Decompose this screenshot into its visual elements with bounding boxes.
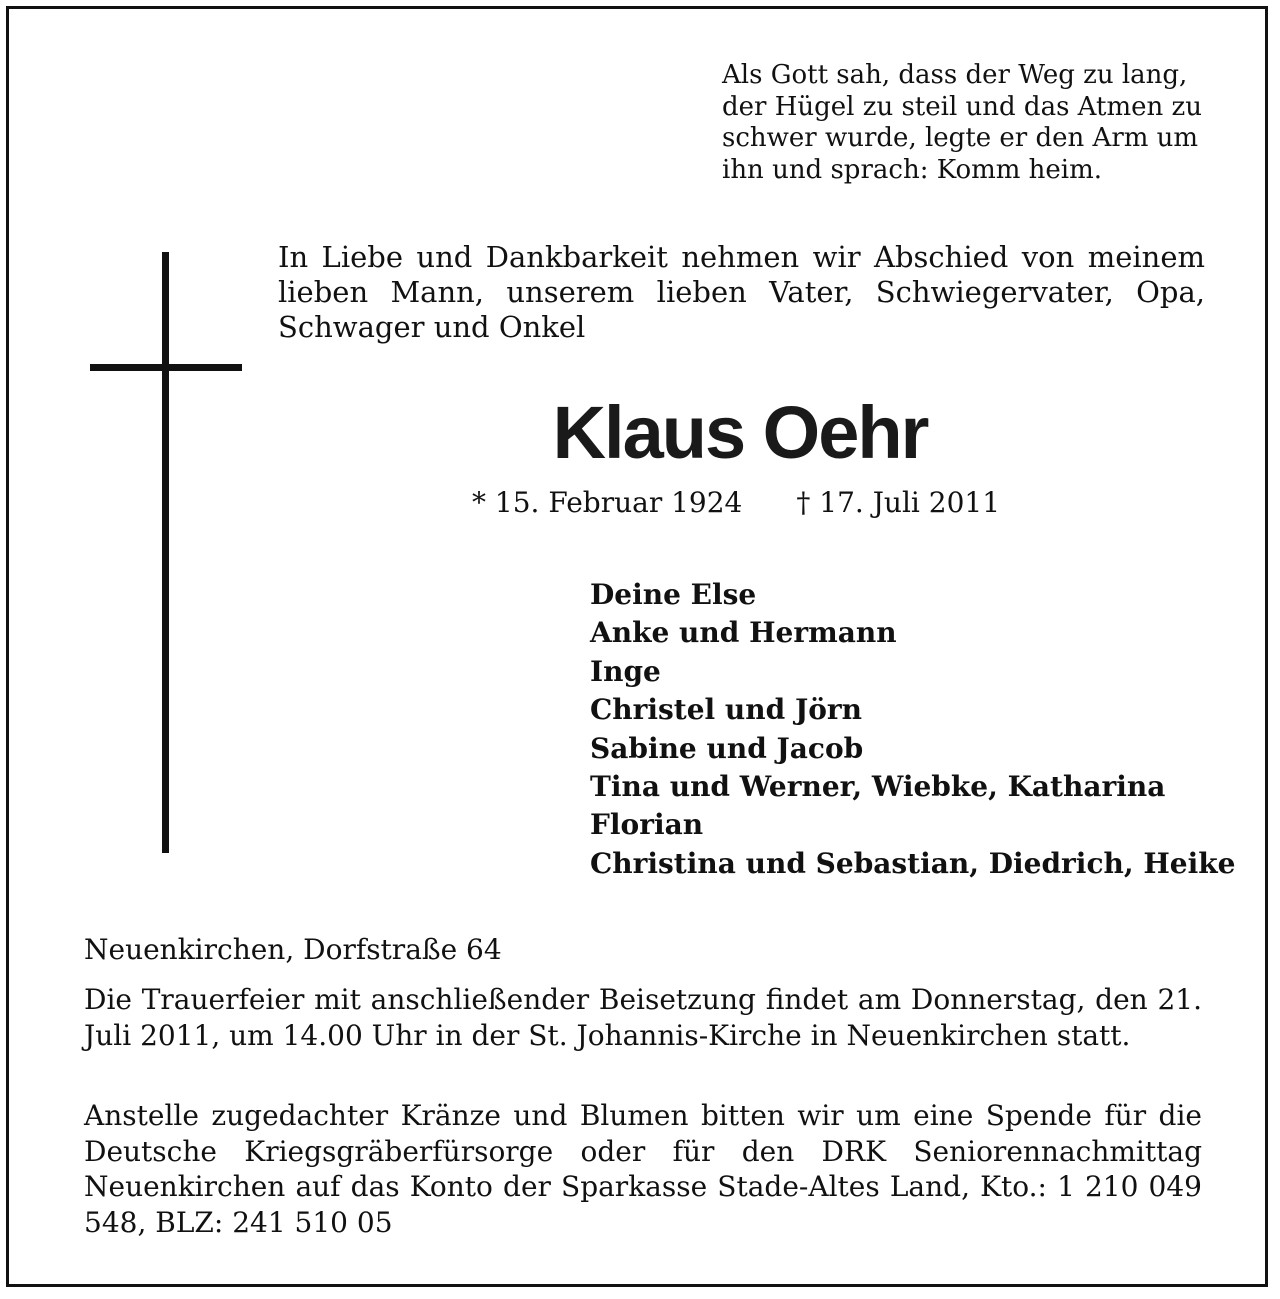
farewell-intro: In Liebe und Dankbarkeit nehmen wir Abschied von meinem lieben Mann, unserem lieben Vater, Schwiegervater, Opa, Schwager und Onkel [278, 240, 1205, 344]
birth-date: * 15. Februar 1924 [472, 486, 743, 519]
mourner-line: Deine Else [590, 578, 757, 611]
family-address: Neuenkirchen, Dorfstraße 64 [84, 933, 502, 966]
life-dates [472, 486, 1000, 520]
quote-line: ihn und sprach: Komm heim. [722, 154, 1103, 185]
mourner-line: Anke und Hermann [590, 616, 897, 650]
mourner-line: Tina und Werner, Wiebke, Katharina [590, 770, 1166, 804]
cross-horizontal-bar [90, 364, 242, 371]
mourner-line: Christina und Sebastian, Diedrich, Heike [590, 846, 1236, 880]
memorial-quote [722, 60, 1222, 186]
funeral-info: Die Trauerfeier mit anschließender Beisetzung findet am Donnerstag, den 21. Juli 2011, um 14.00 Uhr in der St. Johannis-Kirche in Neuenkirchen statt. [84, 983, 1202, 1052]
mourner-line: Sabine und Jacob [590, 731, 864, 765]
quote-line: der Hügel zu steil und das Atmen zu [722, 91, 1202, 122]
deceased-name: Klaus Oehr [552, 391, 928, 474]
cross-vertical-bar [162, 252, 169, 853]
donation-info: Anstelle zugedachter Kränze und Blumen bitten wir um eine Spende für die Deutsche Kriegsgräberfürsorge oder für den DRK Seniorennachmittag Neuenkirchen auf das Konto der Sparkasse Stade-Altes Land, Kto.: 1 210 049 548, BLZ: 241 510 05 [84, 1099, 1202, 1239]
mourner-line: Christel und Jörn [590, 693, 863, 727]
death-date: † 17. Juli 2011 [796, 486, 1001, 519]
mourner-line: Inge [590, 654, 661, 688]
quote-line: Als Gott sah, dass der Weg zu lang, [722, 60, 1188, 90]
mourner-line: Florian [590, 808, 704, 842]
mourners-list [590, 576, 1235, 883]
quote-line: schwer wurde, legte er den Arm um [722, 123, 1199, 153]
